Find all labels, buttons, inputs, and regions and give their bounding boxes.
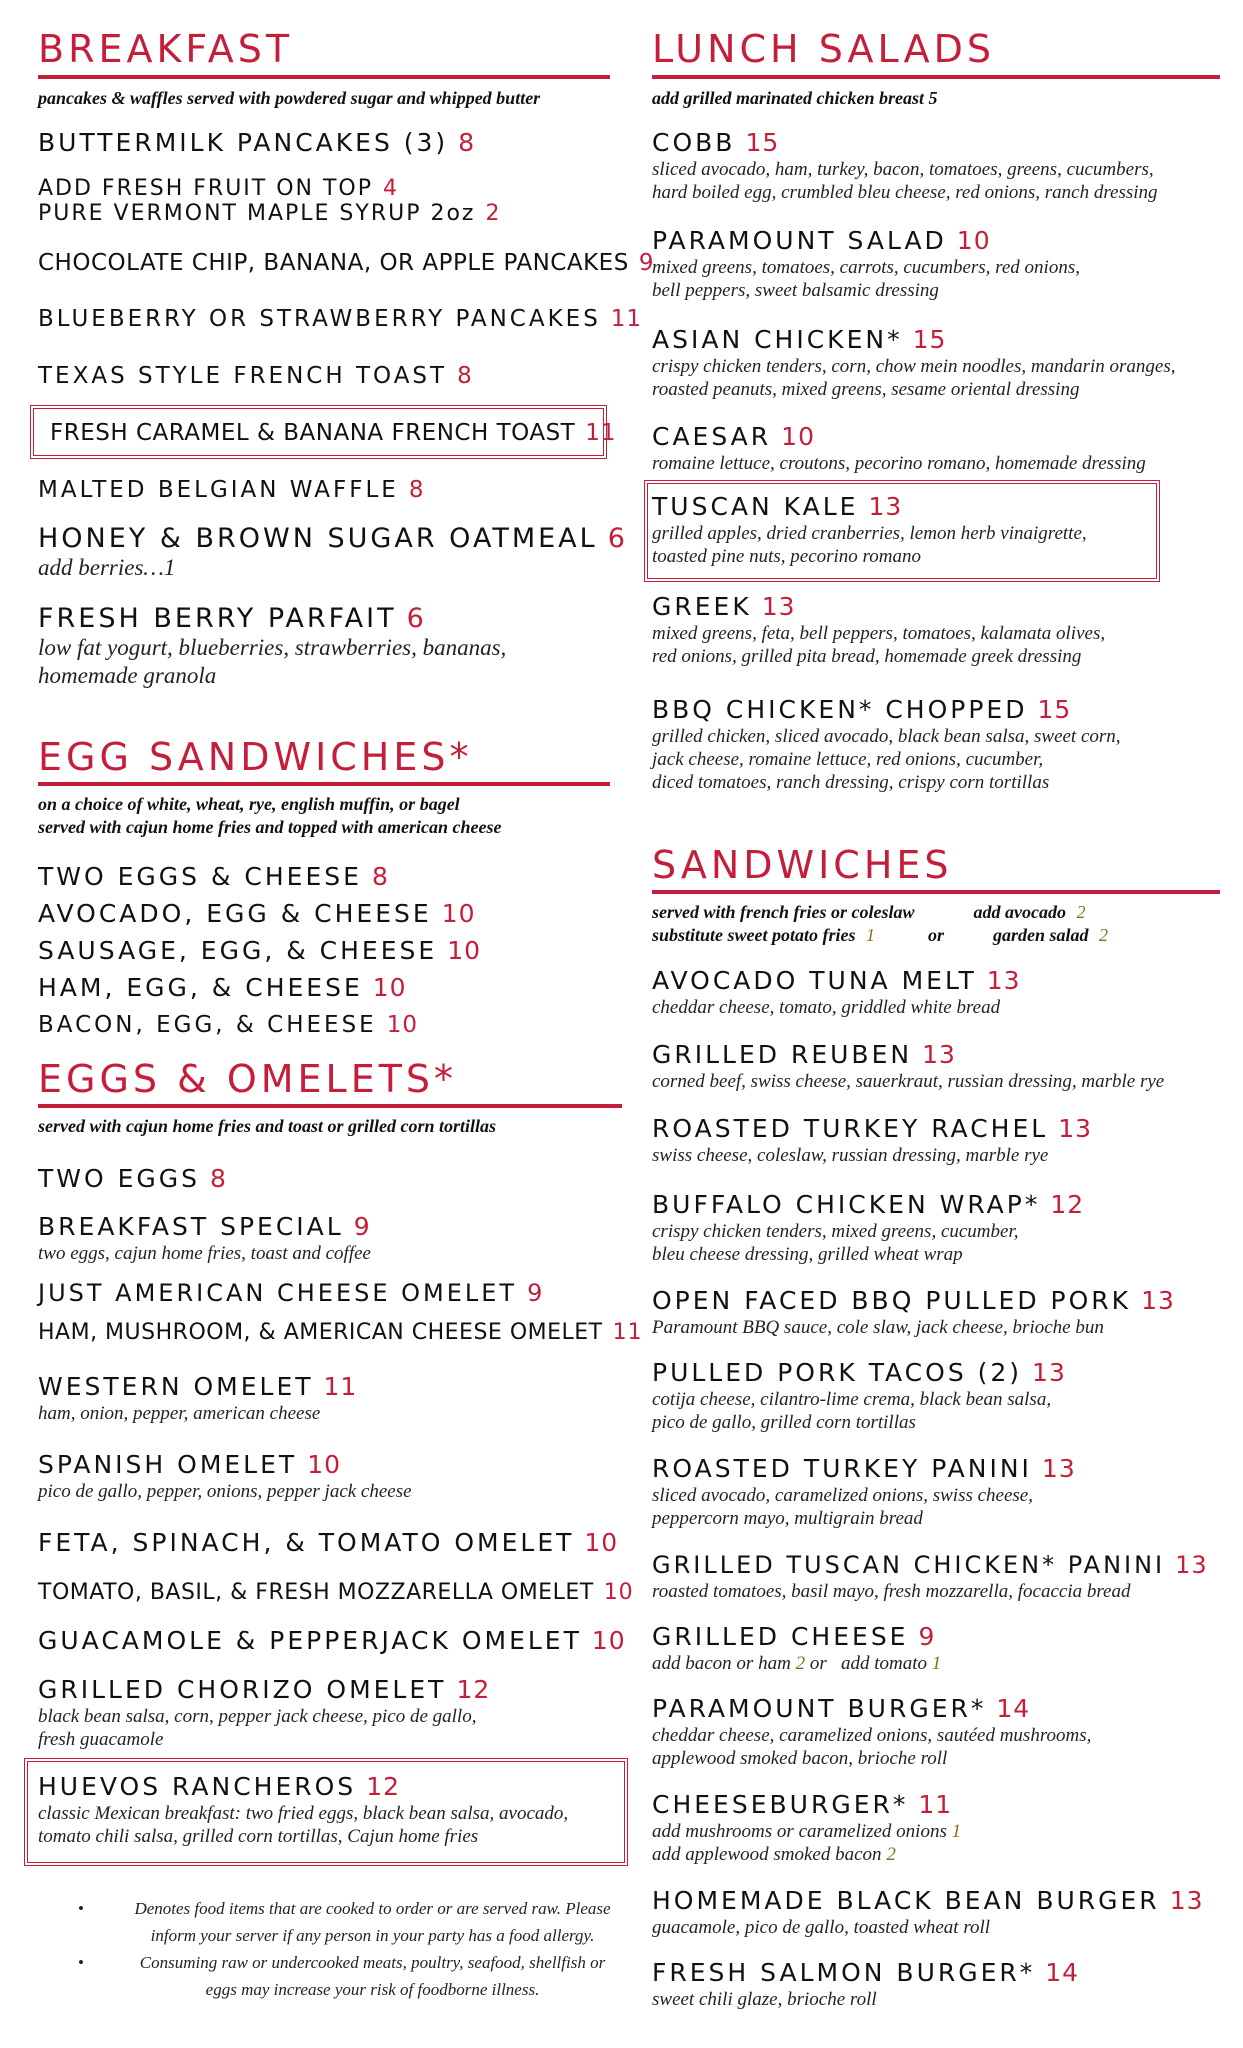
menu-item xyxy=(38,1318,643,1348)
extra-price: 2 xyxy=(1099,925,1109,945)
item-description: sliced avocado, ham, turkey, bacon, tomatoes, greens, cucumbers, xyxy=(652,159,1154,180)
item-price: 10 xyxy=(603,1580,634,1605)
item-name: GRILLED CHORIZO OMELET xyxy=(38,1675,447,1704)
disclaimer-text: eggs may increase your risk of foodborne illness. xyxy=(205,1980,540,1999)
item-description: pico de gallo, grilled corn tortillas xyxy=(652,1412,916,1433)
item-description: hard boiled egg, crumbled bleu cheese, red onions, ranch dressing xyxy=(652,182,1158,203)
item-name: BACON, EGG, & CHEESE xyxy=(38,1012,377,1038)
item-price: 12 xyxy=(366,1772,400,1801)
item-name: ROASTED TURKEY PANINI xyxy=(652,1454,1032,1483)
section-note: on a choice of white, wheat, rye, english muffin, or bagel xyxy=(38,794,460,814)
item-name: GRILLED TUSCAN CHICKEN* PANINI xyxy=(652,1551,1166,1579)
extra-price: 1 xyxy=(866,925,876,945)
menu-item xyxy=(38,1372,357,1425)
item-price: 10 xyxy=(781,422,815,451)
item-price: 13 xyxy=(1058,1114,1093,1143)
item-name: SAUSAGE, EGG, & CHEESE xyxy=(38,936,438,965)
menu-item xyxy=(38,201,500,227)
item-price: 11 xyxy=(610,306,643,332)
item-description: classic Mexican breakfast: two fried eggs, black bean salsa, avocado, xyxy=(38,1803,569,1824)
item-price: 15 xyxy=(912,325,947,354)
item-name: FRESH CARAMEL & BANANA FRENCH TOAST xyxy=(50,420,576,446)
item-name: HAM, MUSHROOM, & AMERICAN CHEESE OMELET xyxy=(38,1320,603,1345)
menu-item-featured xyxy=(50,418,617,448)
menu-item xyxy=(652,1886,1204,1939)
section-title-lunch-salads: LUNCH SALADS xyxy=(652,27,995,71)
item-description: roasted tomatoes, basil mayo, fresh mozzarella, focaccia bread xyxy=(652,1581,1131,1602)
item-description: mixed greens, tomatoes, carrots, cucumbers, red onions, xyxy=(652,257,1080,278)
item-description: cotija cheese, cilantro-lime crema, black bean salsa, xyxy=(652,1389,1052,1410)
item-description: applewood smoked bacon, brioche roll xyxy=(652,1748,948,1769)
item-price: 11 xyxy=(918,1790,953,1819)
item-name: TEXAS STYLE FRENCH TOAST xyxy=(38,363,448,389)
menu-item-featured xyxy=(38,1772,568,1848)
extra-price: 2 xyxy=(886,1844,896,1865)
item-price: 11 xyxy=(323,1372,358,1401)
item-name: BUTTERMILK PANCAKES (3) xyxy=(38,128,449,157)
item-name: ASIAN CHICKEN* xyxy=(652,325,903,354)
item-price: 13 xyxy=(761,592,796,621)
addon-text: add mushrooms or caramelized onions xyxy=(652,1821,947,1842)
allergy-disclaimer xyxy=(70,1895,630,2003)
item-description: black bean salsa, corn, pepper jack cheese, pico de gallo, xyxy=(38,1706,477,1727)
item-price: 9 xyxy=(638,250,655,276)
item-price: 8 xyxy=(371,862,389,891)
item-description xyxy=(652,1843,961,1866)
menu-item xyxy=(38,475,424,505)
item-name: AVOCADO, EGG & CHEESE xyxy=(38,899,432,928)
item-price: 10 xyxy=(591,1626,626,1655)
item-price: 9 xyxy=(527,1279,544,1307)
menu-item xyxy=(38,1528,618,1558)
item-name: GRILLED CHEESE xyxy=(652,1622,909,1651)
item-name: PARAMOUNT BURGER* xyxy=(652,1694,987,1723)
item-name: BLUEBERRY OR STRAWBERRY PANCAKES xyxy=(38,306,601,332)
menu-item xyxy=(38,361,473,391)
section-note: served with cajun home fries and topped with american cheese xyxy=(38,817,502,837)
extra-price: 2 xyxy=(1076,902,1086,922)
item-price: 13 xyxy=(1175,1551,1208,1579)
item-price: 10 xyxy=(956,226,991,255)
menu-item xyxy=(652,1114,1092,1167)
menu-item xyxy=(38,862,389,892)
item-name: BUFFALO CHICKEN WRAP* xyxy=(652,1190,1041,1219)
item-price: 14 xyxy=(996,1694,1031,1723)
item-price: 8 xyxy=(210,1164,227,1193)
item-name: CHOCOLATE CHIP, BANANA, OR APPLE PANCAKES xyxy=(38,250,629,276)
item-name: HONEY & BROWN SUGAR OATMEAL xyxy=(38,523,598,554)
menu-item xyxy=(38,248,654,278)
item-price: 13 xyxy=(986,966,1021,995)
section-title-eggs-omelets: EGGS & OMELETS* xyxy=(38,1057,458,1101)
item-price: 11 xyxy=(585,420,617,446)
section-note xyxy=(652,900,1085,924)
item-description: roasted peanuts, mixed greens, sesame oriental dressing xyxy=(652,379,1080,400)
item-name: BREAKFAST SPECIAL xyxy=(38,1212,344,1241)
item-description: pico de gallo, pepper, onions, pepper jack cheese xyxy=(38,1481,412,1502)
menu-item xyxy=(38,176,398,202)
section-title-egg-sandwiches: EGG SANDWICHES* xyxy=(38,735,473,779)
menu-item-featured xyxy=(652,492,1087,568)
item-price: 10 xyxy=(447,936,481,965)
item-name: ROASTED TURKEY RACHEL xyxy=(652,1114,1049,1143)
item-name: FRESH BERRY PARFAIT xyxy=(38,603,397,634)
item-description: grilled apples, dried cranberries, lemon herb vinaigrette, xyxy=(652,523,1087,544)
item-price: 8 xyxy=(458,128,476,157)
item-price: 15 xyxy=(1037,695,1072,724)
section-note: add grilled marinated chicken breast 5 xyxy=(652,88,938,108)
item-price: 10 xyxy=(307,1450,341,1479)
item-price: 10 xyxy=(584,1528,619,1557)
item-price: 9 xyxy=(353,1212,371,1241)
item-name: PULLED PORK TACOS (2) xyxy=(652,1358,1023,1387)
item-price: 13 xyxy=(1141,1286,1175,1315)
item-price: 12 xyxy=(1050,1190,1085,1219)
item-name: PARAMOUNT SALAD xyxy=(652,226,947,255)
item-name: COBB xyxy=(652,128,736,157)
item-price: 13 xyxy=(922,1040,956,1069)
section-title-sandwiches: SANDWICHES xyxy=(652,843,953,887)
item-description: bell peppers, sweet balsamic dressing xyxy=(652,280,939,301)
item-description: fresh guacamole xyxy=(38,1729,164,1750)
item-description: swiss cheese, coleslaw, russian dressing, marble rye xyxy=(652,1145,1049,1166)
item-description: homemade granola xyxy=(38,663,217,688)
item-price: 15 xyxy=(745,128,780,157)
section-note: pancakes & waffles served with powdered sugar and whipped butter xyxy=(38,88,541,108)
item-description: guacamole, pico de gallo, toasted wheat roll xyxy=(652,1917,991,1938)
note-text: or xyxy=(928,925,945,945)
item-description: sliced avocado, caramelized onions, swiss cheese, xyxy=(652,1485,1033,1506)
section-rule xyxy=(38,1104,622,1108)
menu-item xyxy=(38,604,506,690)
item-description: sweet chili glaze, brioche roll xyxy=(652,1989,877,2010)
item-name: CAESAR xyxy=(652,422,772,451)
menu-item xyxy=(652,1790,961,1866)
menu-item xyxy=(652,1694,1091,1770)
item-description: low fat yogurt, blueberries, strawberries, bananas, xyxy=(38,635,507,660)
note-text: add avocado xyxy=(973,902,1066,922)
item-name: CHEESEBURGER* xyxy=(652,1790,909,1819)
item-price: 8 xyxy=(457,363,473,389)
item-price: 13 xyxy=(868,492,903,521)
menu-item xyxy=(38,128,475,158)
menu-item xyxy=(38,1450,412,1503)
item-description: diced tomatoes, ranch dressing, crispy corn tortillas xyxy=(652,772,1050,793)
extra-price: 1 xyxy=(951,1821,962,1842)
section-note xyxy=(652,923,1108,947)
addon-text: or add tomato xyxy=(809,1653,927,1674)
menu-item xyxy=(652,1286,1175,1339)
section-rule xyxy=(652,890,1220,894)
item-description: Paramount BBQ sauce, cole slaw, jack cheese, brioche bun xyxy=(652,1317,1104,1338)
menu-item xyxy=(38,1675,490,1751)
item-description: two eggs, cajun home fries, toast and coffee xyxy=(38,1243,371,1264)
item-description: peppercorn mayo, multigrain bread xyxy=(652,1508,923,1529)
menu-item xyxy=(652,226,1080,302)
item-name: AVOCADO TUNA MELT xyxy=(652,966,977,995)
menu-item xyxy=(38,1578,634,1608)
item-price: 10 xyxy=(441,899,476,928)
menu-item xyxy=(38,899,475,929)
menu-item xyxy=(652,1622,941,1675)
menu-item xyxy=(652,695,1121,794)
item-name: HAM, EGG, & CHEESE xyxy=(38,973,363,1002)
section-rule xyxy=(38,782,610,786)
note-text: substitute sweet potato fries xyxy=(652,925,856,945)
item-name: GUACAMOLE & PEPPERJACK OMELET xyxy=(38,1626,582,1655)
item-price: 8 xyxy=(408,477,425,503)
menu-item xyxy=(652,1358,1066,1434)
item-description: tomato chili salsa, grilled corn tortillas, Cajun home fries xyxy=(38,1826,479,1847)
item-description: mixed greens, feta, bell peppers, tomatoes, kalamata olives, xyxy=(652,623,1106,644)
item-description: corned beef, swiss cheese, sauerkraut, russian dressing, marble rye xyxy=(652,1071,1165,1092)
item-price: 13 xyxy=(1169,1886,1204,1915)
addon-text: add bacon or ham xyxy=(652,1653,791,1674)
item-description: bleu cheese dressing, grilled wheat wrap xyxy=(652,1244,963,1265)
item-name: ADD FRESH FRUIT ON TOP xyxy=(38,176,374,201)
disclaimer-text: Denotes food items that are cooked to order or are served raw. Please xyxy=(134,1899,611,1918)
item-description xyxy=(652,1820,961,1843)
item-name: WESTERN OMELET xyxy=(38,1372,314,1401)
item-price: 4 xyxy=(383,176,399,201)
menu-item xyxy=(38,1626,626,1656)
item-name: FETA, SPINACH, & TOMATO OMELET xyxy=(38,1528,575,1557)
item-price: 13 xyxy=(1032,1358,1066,1387)
item-description: toasted pine nuts, pecorino romano xyxy=(652,546,921,567)
item-description xyxy=(652,1652,941,1675)
section-rule xyxy=(38,75,610,79)
item-name: TWO EGGS xyxy=(38,1164,201,1193)
menu-item xyxy=(38,524,626,582)
item-description: grilled chicken, sliced avocado, black bean salsa, sweet corn, xyxy=(652,726,1121,747)
disclaimer-text: inform your server if any person in your party has a food allergy. xyxy=(150,1926,595,1945)
menu-item xyxy=(652,1550,1208,1603)
menu-item xyxy=(652,1454,1076,1530)
item-name: JUST AMERICAN CHEESE OMELET xyxy=(38,1279,518,1307)
section-note: served with cajun home fries and toast or grilled corn tortillas xyxy=(38,1116,497,1136)
menu-item xyxy=(652,1958,1079,2011)
menu-item xyxy=(38,1278,543,1308)
item-name: HUEVOS RANCHEROS xyxy=(38,1772,357,1801)
item-name: OPEN FACED BBQ PULLED PORK xyxy=(652,1286,1132,1315)
note-text: garden salad xyxy=(993,925,1089,945)
item-name: TOMATO, BASIL, & FRESH MOZZARELLA OMELET xyxy=(38,1580,594,1605)
item-price: 10 xyxy=(386,1012,418,1038)
menu-item xyxy=(652,1190,1084,1266)
extra-price: 2 xyxy=(795,1653,806,1674)
menu-item xyxy=(652,422,1146,475)
item-price: 11 xyxy=(612,1320,643,1345)
menu-item xyxy=(652,128,1158,204)
item-name: MALTED BELGIAN WAFFLE xyxy=(38,477,399,503)
extra-price: 1 xyxy=(931,1653,942,1674)
note-text: served with french fries or coleslaw xyxy=(652,902,915,922)
item-price: 12 xyxy=(456,1675,491,1704)
item-name: HOMEMADE BLACK BEAN BURGER xyxy=(652,1886,1160,1915)
item-description: cheddar cheese, caramelized onions, sautéed mushrooms, xyxy=(652,1725,1092,1746)
item-description: jack cheese, romaine lettuce, red onions, cucumber, xyxy=(652,749,1044,770)
item-description: add berries…1 xyxy=(38,555,176,580)
item-price: 2 xyxy=(485,201,501,226)
menu-item xyxy=(652,966,1021,1019)
item-name: GRILLED REUBEN xyxy=(652,1040,913,1069)
menu-item xyxy=(38,304,642,334)
menu-item xyxy=(38,1164,227,1194)
section-title-breakfast: BREAKFAST xyxy=(38,27,294,71)
item-name: TUSCAN KALE xyxy=(652,492,859,521)
bullet-icon: • xyxy=(78,1953,84,1972)
item-description: cheddar cheese, tomato, griddled white bread xyxy=(652,997,1001,1018)
menu-item xyxy=(652,1040,1164,1093)
item-price: 9 xyxy=(918,1622,936,1651)
item-price: 14 xyxy=(1045,1958,1080,1987)
item-description: romaine lettuce, croutons, pecorino romano, homemade dressing xyxy=(652,453,1146,474)
item-description: ham, onion, pepper, american cheese xyxy=(38,1403,321,1424)
disclaimer-text: Consuming raw or undercooked meats, poultry, seafood, shellfish or xyxy=(139,1953,606,1972)
item-name: SPANISH OMELET xyxy=(38,1450,298,1479)
item-description: crispy chicken tenders, mixed greens, cucumber, xyxy=(652,1221,1019,1242)
menu-item xyxy=(38,1010,418,1040)
menu-item xyxy=(38,1212,371,1265)
item-name: TWO EGGS & CHEESE xyxy=(38,862,362,891)
item-name: BBQ CHICKEN* CHOPPED xyxy=(652,695,1028,724)
menu-item xyxy=(652,325,1175,401)
section-rule xyxy=(652,75,1220,79)
item-price: 6 xyxy=(406,603,425,634)
item-price: 13 xyxy=(1041,1454,1076,1483)
item-description: red onions, grilled pita bread, homemade greek dressing xyxy=(652,646,1082,667)
item-name: GREEK xyxy=(652,592,752,621)
menu-item xyxy=(652,592,1105,668)
bullet-icon: • xyxy=(78,1899,84,1918)
item-price: 6 xyxy=(607,523,626,554)
menu-item xyxy=(38,936,481,966)
menu-item xyxy=(38,973,407,1003)
item-name: FRESH SALMON BURGER* xyxy=(652,1958,1036,1987)
item-name: PURE VERMONT MAPLE SYRUP 2oz xyxy=(38,201,476,226)
addon-text: add applewood smoked bacon xyxy=(652,1844,882,1865)
item-price: 10 xyxy=(372,973,407,1002)
item-description: crispy chicken tenders, corn, chow mein noodles, mandarin oranges, xyxy=(652,356,1176,377)
